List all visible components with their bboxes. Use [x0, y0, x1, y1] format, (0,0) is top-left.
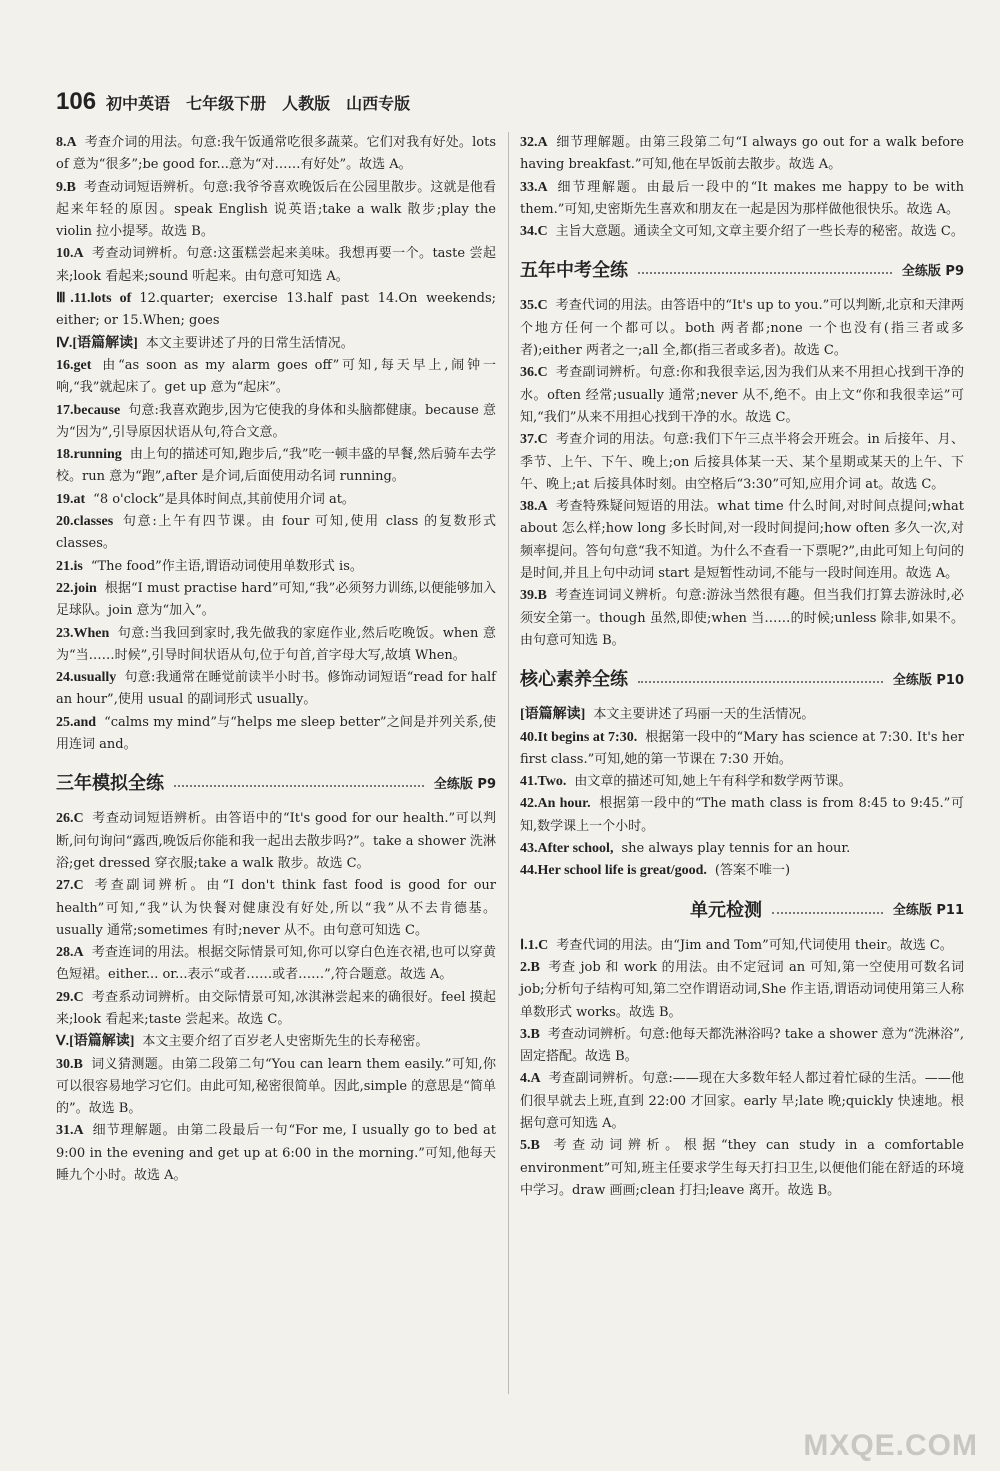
section-header-five-year [520, 249, 964, 289]
page-number: 106 [56, 88, 97, 115]
section-title: 三年模拟全练 [56, 773, 164, 795]
answer-entry [520, 221, 964, 243]
answer-entry [520, 132, 964, 177]
answer-explanation: 考查代词的用法。由答语中的“It's up to you.”可以判断,北京和天津两个地方任何一个都可以。both 两者都;none 一个也没有(指三者或多者);either 两者之一;all 全,都(指三者或多者)。故选 C。 [520, 298, 964, 359]
section-page-ref: 全练版 P9 [901, 263, 964, 279]
answer-key: 9.B [56, 179, 76, 195]
answer-explanation: 考查连词的用法。根据交际情景可知,你可以穿白色连衣裙,也可以穿黄色短裙。either... or...表示“或者……或者……”,符合题意。故选 A。 [56, 945, 496, 983]
answer-entry [520, 727, 964, 772]
answer-key: 8.A [56, 135, 77, 150]
answer-explanation: 考查副词辨析。由“I don't think fast food is good for our health”可知,“我”认为快餐对健康没有好处,所以“我”从不去肯德基。usually 通常;sometimes 有时;never 从不。由句意可知选 C。 [56, 878, 496, 938]
answer-explanation: 考查系动词辨析。由交际情景可知,冰淇淋尝起来的确很好。feel 摸起来;look 看起来;taste 尝起来。故选 C。 [56, 989, 496, 1027]
answer-key: 10.A [56, 246, 84, 262]
answer-explanation: 由上句的描述可知,跑步后,“我”吃一顿丰盛的早餐,然后骑车去学校。run 意为“跑”,after 是介词,后面使用动名词 running。 [56, 447, 496, 485]
answer-entry [520, 771, 964, 793]
answer-key: Ⅳ.[语篇解读] [56, 335, 138, 351]
answer-key: 3.B [520, 1026, 540, 1042]
answer-key: 24.usually [56, 670, 117, 686]
section-title: 单元检测 [690, 899, 762, 921]
answer-entry [520, 838, 964, 860]
answer-explanation: 12.quarter; exercise 13.half past 14.On weekends; either; or 15.When; goes [56, 291, 496, 329]
answer-explanation: 由文章的描述可知,她上午有科学和数学两节课。 [574, 774, 852, 790]
answer-explanation: (答案不唯一) [714, 863, 791, 879]
answer-entry [56, 333, 496, 355]
answer-explanation: 根据第一段中的“The math class is from 8:45 to 9:45.”可知,数学课上一个小时。 [520, 796, 964, 834]
answer-key: 4.A [520, 1071, 541, 1087]
answer-explanation: 句意:上午有四节课。由 four 可知,使用 class 的复数形式 classes。 [56, 514, 496, 552]
answer-explanation: 细节理解题。由第二段最后一句“For me, I usually go to bed at 9:00 in the evening and get up at 6:00 in the morning.”可知,他每天睡九个小时。故选 A。 [56, 1123, 496, 1184]
answer-key: Ⅰ.1.C [520, 937, 549, 953]
page-header [56, 86, 426, 118]
answer-explanation: 考查副词辨析。句意:你和我很幸运,因为我们从来不用担心找到干净的水。often 经常;usually 通常;never 从不,绝不。由上文“你和我很幸运”可知,“我们”从来不用担心找到干净的水。故选 C。 [520, 365, 964, 425]
answer-key: 33.A [520, 179, 548, 195]
answer-key: 27.C [56, 878, 84, 894]
answer-list [520, 295, 964, 652]
answer-explanation: 本文主要讲述了丹的日常生活情况。 [145, 335, 354, 351]
answer-key: 16.get [56, 357, 92, 373]
answer-key: [语篇解读] [520, 707, 586, 723]
answer-key: 41.Two. [520, 774, 567, 790]
answer-explanation: 考查 job 和 work 的用法。由不定冠词 an 可知,第一空使用可数名词 job;分析句子结构可知,第二空作谓语动词,She 作主语,谓语动词使用第三人称单数形式 works。故选 B。 [520, 959, 964, 1020]
answer-entry [56, 355, 496, 400]
answer-key: 32.A [520, 135, 548, 150]
header-subject: 初中英语 [106, 93, 171, 113]
answer-explanation: 句意:我通常在睡觉前读半小时书。修饰动词短语“read for half an hour”,使用 usual 的副词形式 usually。 [56, 670, 496, 708]
section-leader-dots [174, 785, 424, 787]
answer-key: 31.A [56, 1123, 84, 1139]
answer-explanation: “The food”作主语,谓语动词使用单数形式 is。 [90, 558, 363, 574]
answer-key: 28.A [56, 945, 84, 961]
left-column [56, 132, 496, 1187]
answer-explanation: 细节理解题。由最后一段中的“It makes me happy to be with them.”可知,史密斯先生喜欢和朋友在一起是因为那样做他很快乐。故选 A。 [520, 179, 964, 217]
answer-key: 29.C [56, 989, 84, 1005]
section-header-three-year [56, 762, 496, 802]
answer-explanation: 考查介词的用法。句意:我午饭通常吃很多蔬菜。它们对我有好处。lots of 意为“很多”;be good for...意为“对……有好处”。故选 A。 [56, 135, 496, 173]
answer-key: 25.and [56, 714, 97, 730]
answer-explanation: 句意:我喜欢跑步,因为它使我的身体和头脑都健康。because 意为“因为”,引导原因状语从句,符合文意。 [56, 402, 496, 440]
answer-entry [56, 288, 496, 333]
answer-key: 2.B [520, 959, 540, 975]
answer-entry [56, 667, 496, 712]
answer-entry [56, 511, 496, 556]
answer-explanation: she always play tennis for an hour. [621, 841, 851, 857]
answer-key: 34.C [520, 224, 548, 240]
answer-key: 22.join [56, 580, 97, 596]
answer-key: 38.A [520, 499, 548, 515]
answer-explanation: “8 o'clock”是具体时间点,其前使用介词 at。 [93, 491, 355, 507]
answer-explanation: “calms my mind”与“helps me sleep better”之间是并列关系,使用连词 and。 [56, 714, 496, 753]
column-divider [508, 132, 509, 1394]
answer-key: 37.C [520, 432, 548, 448]
answer-entry [520, 429, 964, 496]
answer-entry [56, 1120, 496, 1187]
answer-entry [520, 295, 964, 362]
answer-explanation: 词义猜测题。由第二段第二句“You can learn them easily.”可知,你可以很容易地学习它们。由此可知,秘密很简单。因此,simple 的意思是“简单的”。故选 B。 [56, 1056, 496, 1117]
answer-key: 39.B [520, 588, 547, 604]
answer-entry [520, 177, 964, 222]
answer-entry [520, 793, 964, 838]
answer-list [56, 808, 496, 1187]
answer-key: 17.because [56, 402, 121, 418]
answer-key: Ⅲ.11.lots of [56, 291, 132, 307]
answer-list [56, 132, 496, 756]
answer-key: 21.is [56, 558, 83, 574]
section-leader-dots [638, 681, 883, 683]
answer-explanation: 根据第一段中的“Mary has science at 7:30. It's her first class.”可知,她的第一节课在 7:30 开始。 [520, 729, 964, 767]
answer-entry [56, 875, 496, 942]
answer-explanation: 主旨大意题。通读全文可知,文章主要介绍了一些长寿的秘密。故选 C。 [555, 224, 964, 240]
answer-key: Ⅴ.[语篇解读] [56, 1034, 135, 1050]
answer-entry [56, 987, 496, 1032]
answer-key: 42.An hour. [520, 796, 591, 812]
answer-explanation: 本文主要介绍了百岁老人史密斯先生的长寿秘密。 [142, 1034, 429, 1050]
answer-explanation: 根据“I must practise hard”可知,“我”必须努力训练,以便能够加入足球队。join 意为“加入”。 [56, 580, 496, 619]
section-leader-dots [772, 912, 883, 914]
answer-explanation: 句意:当我回到家时,我先做我的家庭作业,然后吃晚饭。when 意为“当……时候”,引导时间状语从句,位于句首,首字母大写,故填 When。 [56, 625, 496, 663]
header-grade: 七年级下册 [186, 93, 267, 113]
answer-entry [56, 712, 496, 757]
answer-entry [56, 243, 496, 288]
section-title: 五年中考全练 [520, 260, 628, 282]
answer-explanation: 考查连词词义辨析。句意:游泳当然很有趣。但当我们打算去游泳时,必须安全第一。though 虽然,即使;when 当……的时候;unless 除非,如果不。由句意可知选 B。 [520, 588, 964, 648]
answer-explanation: 考查动词辨析。句意:他每天都洗淋浴吗? take a shower 意为“洗淋浴”,固定搭配。故选 B。 [520, 1026, 964, 1065]
answer-key: 40.It begins at 7:30. [520, 729, 638, 745]
header-region: 山西专版 [346, 93, 411, 113]
answer-key: 18.running [56, 447, 122, 463]
answer-key: 36.C [520, 365, 548, 381]
watermark-logo: MXQE.COM [803, 1429, 978, 1462]
answer-list [520, 704, 964, 882]
answer-explanation: 考查副词辨析。句意:——现在大多数年轻人都过着忙碌的生活。——他们很早就去上班,直到 22:00 才回家。early 早;late 晚;quickly 快速地。根据句意可知选 A。 [520, 1071, 964, 1131]
answer-entry [56, 400, 496, 445]
answer-entry [56, 942, 496, 987]
answer-explanation: 考查动词短语辨析。由答语中的“It's good for our health.”可以判断,问句询问“露西,晚饭后你能和我一起出去散步吗?”。take a shower 洗淋浴;get dressed 穿衣服;take a walk 散步。故选 C。 [56, 811, 496, 871]
section-page-ref: 全练版 P9 [433, 776, 496, 792]
answer-key: 44.Her school life is great/good. [520, 863, 707, 879]
answer-entry [520, 362, 964, 429]
section-header-core [520, 658, 964, 698]
answer-entry [520, 1024, 964, 1069]
answer-entry [520, 860, 964, 882]
answer-key: 5.B [520, 1138, 540, 1154]
section-title: 核心素养全练 [520, 669, 628, 691]
answer-key: 26.C [56, 811, 84, 827]
answer-entry [520, 496, 964, 585]
answer-entry [56, 808, 496, 875]
answer-entry [56, 578, 496, 623]
answer-explanation: 考查特殊疑问短语的用法。what time 什么时间,对时间点提问;what about 怎么样;how long 多长时间,对一段时间提问;how often 多久一次,对频率提问。答句句意“我不知道。为什么不查看一下票呢?”,由此可知上句问的是时间,并且上句中动词 start 是短暂性动词,不能与一段时间连用。故选 A。 [520, 499, 964, 582]
answer-entry [56, 489, 496, 511]
answer-entry [520, 704, 964, 726]
answer-explanation: 由“as soon as my alarm goes off”可知,每天早上,闹钟一响,“我”就起床了。get up 意为“起床”。 [56, 357, 496, 396]
answer-explanation: 考查动词辨析。句意:这蛋糕尝起来美味。我想再要一个。taste 尝起来;look 看起来;sound 听起来。由句意可知选 A。 [56, 246, 496, 284]
right-column [520, 132, 964, 1202]
answer-key: 43.After school, [520, 841, 614, 857]
answer-key: 35.C [520, 298, 548, 314]
answer-key: 19.at [56, 491, 86, 507]
answer-entry [520, 1068, 964, 1135]
answer-explanation: 考查介词的用法。句意:我们下午三点半将会开班会。in 后接年、月、季节、上午、下午、晚上;on 后接具体某一天、某个星期或某天的上午、下午、晚上;at 后接具体时刻。由空格后“3:30”可知,应用介词 at。故选 C。 [520, 432, 964, 492]
answer-entry [56, 444, 496, 489]
section-leader-dots [638, 272, 892, 274]
answer-explanation: 本文主要讲述了玛丽一天的生活情况。 [593, 707, 815, 723]
answer-key: 20.classes [56, 514, 114, 530]
section-header-unit-test [520, 889, 964, 929]
answer-key: 30.B [56, 1056, 83, 1072]
section-page-ref: 全练版 P11 [892, 903, 964, 919]
answer-entry [56, 623, 496, 668]
answer-entry [56, 556, 496, 578]
section-page-ref: 全练版 P10 [892, 672, 964, 688]
answer-explanation: 考查动词短语辨析。句意:我爷爷喜欢晚饭后在公园里散步。这就是他看起来年轻的原因。speak English 说英语;take a walk 散步;play the violin 拉小提琴。故选 B。 [56, 179, 496, 240]
answer-entry [520, 957, 964, 1024]
answer-entry [56, 1054, 496, 1121]
answer-entry [520, 1135, 964, 1202]
answer-entry [520, 935, 964, 957]
answer-explanation: 考查动词辨析。根据“they can study in a comfortable environment”可知,班主任要求学生每天打扫卫生,以便他们能在舒适的环境中学习。draw 画画;clean 打扫;leave 离开。故选 B。 [520, 1138, 964, 1198]
header-edition: 人教版 [282, 93, 331, 113]
answer-entry [56, 1031, 496, 1053]
answer-explanation: 考查代词的用法。由“Jim and Tom”可知,代词使用 their。故选 C。 [556, 937, 953, 953]
answer-list [520, 132, 964, 243]
answer-explanation: 细节理解题。由第三段第二句“I always go out for a walk before having breakfast.”可知,他在早饭前去散步。故选 A。 [520, 135, 964, 173]
answer-entry [56, 177, 496, 244]
answer-key: 23.When [56, 625, 110, 641]
answer-entry [520, 585, 964, 652]
answer-list [520, 935, 964, 1203]
answer-entry [56, 132, 496, 177]
